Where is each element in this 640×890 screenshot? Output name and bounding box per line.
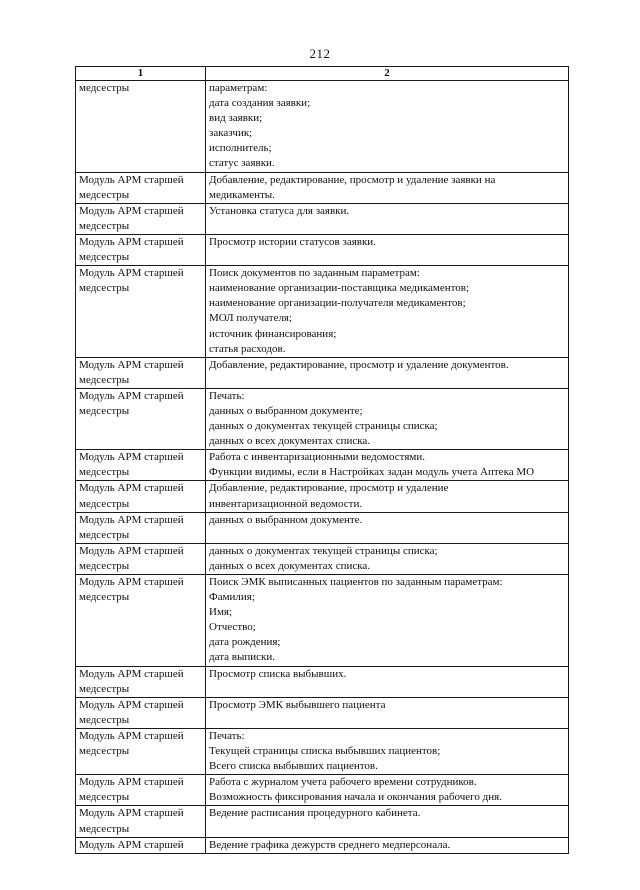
- function-line: Просмотр списка выбывших.: [209, 667, 347, 680]
- table-row: [76, 266, 569, 358]
- function-line: Отчество;: [209, 621, 256, 634]
- function-line: МОЛ получателя;: [209, 312, 293, 325]
- table-row: [76, 388, 569, 449]
- function-cell: [206, 357, 569, 388]
- function-line: дата выписки.: [209, 651, 275, 664]
- requirements-table: [75, 66, 569, 854]
- function-cell: [206, 837, 569, 853]
- function-cell: [206, 575, 569, 667]
- function-line: данных о выбранном документе.: [209, 513, 363, 526]
- function-line: наименование организации-получателя медикаментов;: [209, 297, 466, 310]
- table-row: [76, 450, 569, 481]
- function-line: медикаменты.: [209, 188, 275, 201]
- function-line: инвентаризационной ведомости.: [209, 497, 363, 510]
- module-cell: Модуль АРМ старшей медсестры: [76, 806, 206, 837]
- table-row: [76, 172, 569, 203]
- function-cell: [206, 666, 569, 697]
- function-cell: [206, 234, 569, 265]
- function-cell: [206, 775, 569, 806]
- function-line: Текущей страницы списка выбывших пациентов;: [209, 745, 441, 758]
- function-line: наименование организации-поставщика медикаментов;: [209, 282, 470, 295]
- function-cell: [206, 81, 569, 173]
- table-row: [76, 203, 569, 234]
- module-cell: Модуль АРМ старшей медсестры: [76, 512, 206, 543]
- table-row: [76, 575, 569, 667]
- table-row: [76, 697, 569, 728]
- function-line: Работа с инвентаризационными ведомостями.: [209, 451, 425, 464]
- function-line: Поиск ЭМК выписанных пациентов по заданным параметрам:: [209, 576, 503, 588]
- function-line: Фамилия;: [209, 591, 255, 604]
- function-line: Возможность фиксирования начала и окончания рабочего дня.: [209, 791, 502, 804]
- module-cell: Модуль АРМ старшей медсестры: [76, 357, 206, 388]
- module-cell: Модуль АРМ старшей медсестры: [76, 234, 206, 265]
- function-line: дата создания заявки;: [209, 97, 311, 110]
- module-cell: Модуль АРМ старшей медсестры: [76, 172, 206, 203]
- function-line: Ведение расписания процедурного кабинета.: [209, 807, 421, 820]
- table-row: [76, 234, 569, 265]
- function-cell: [206, 697, 569, 728]
- module-cell: Модуль АРМ старшей медсестры: [76, 388, 206, 449]
- column-header-2: 2: [206, 67, 569, 81]
- table-row: [76, 81, 569, 173]
- module-cell: Модуль АРМ старшей медсестры: [76, 728, 206, 774]
- module-cell: Модуль АРМ старшей медсестры: [76, 203, 206, 234]
- function-line: данных о выбранном документе;: [209, 404, 363, 417]
- module-cell: Модуль АРМ старшей медсестры: [76, 481, 206, 512]
- function-cell: [206, 543, 569, 574]
- function-cell: [206, 388, 569, 449]
- function-cell: [206, 203, 569, 234]
- function-line: статья расходов.: [209, 342, 286, 355]
- function-line: Функции видимы, если в Настройках задан модуль учета Аптека МО: [209, 466, 535, 479]
- module-cell: Модуль АРМ старшей медсестры: [76, 697, 206, 728]
- page-number: 212: [309, 46, 331, 61]
- table-row: [76, 666, 569, 697]
- function-line: Работа с журналом учета рабочего времени сотрудников.: [209, 776, 477, 789]
- function-cell: [206, 806, 569, 837]
- function-line: Ведение графика дежурств среднего медперсонала.: [209, 838, 451, 851]
- function-line: заказчик;: [209, 127, 253, 140]
- table-header-row: [76, 67, 569, 81]
- function-line: данных о всех документах списка.: [209, 435, 371, 448]
- function-line: данных о документах текущей страницы списка;: [209, 544, 438, 557]
- function-line: Печать:: [209, 389, 245, 402]
- module-cell: Модуль АРМ старшей медсестры: [76, 543, 206, 574]
- function-cell: [206, 172, 569, 203]
- column-header-1: 1: [76, 67, 206, 81]
- function-line: Всего списка выбывших пациентов.: [209, 760, 378, 773]
- module-cell: медсестры: [76, 81, 206, 173]
- table-row: [76, 512, 569, 543]
- module-cell: Модуль АРМ старшей медсестры: [76, 775, 206, 806]
- table-row: [76, 357, 569, 388]
- module-cell: Модуль АРМ старшей медсестры: [76, 666, 206, 697]
- function-line: статус заявки.: [209, 157, 275, 170]
- function-line: источник финансирования;: [209, 327, 337, 340]
- function-line: Имя;: [209, 606, 233, 619]
- table-row: [76, 728, 569, 774]
- function-cell: [206, 266, 569, 358]
- function-cell: [206, 481, 569, 512]
- function-line: Печать:: [209, 729, 245, 742]
- function-line: Добавление, редактирование, просмотр и удаление: [209, 482, 449, 495]
- function-line: исполнитель;: [209, 142, 272, 155]
- table-row: [76, 837, 569, 853]
- function-line: Добавление, редактирование, просмотр и удаление документов.: [209, 358, 509, 371]
- function-cell: [206, 512, 569, 543]
- table-row: [76, 775, 569, 806]
- table-row: [76, 543, 569, 574]
- table-row: [76, 481, 569, 512]
- module-cell: Модуль АРМ старшей: [76, 837, 206, 853]
- function-line: Поиск документов по заданным параметрам:: [209, 267, 420, 280]
- module-cell: Модуль АРМ старшей медсестры: [76, 266, 206, 358]
- function-line: Просмотр истории статусов заявки.: [209, 235, 376, 248]
- function-line: данных о всех документах списка.: [209, 559, 371, 572]
- function-line: Добавление, редактирование, просмотр и удаление заявки на: [209, 173, 496, 186]
- function-line: дата рождения;: [209, 636, 281, 649]
- table-body: [76, 81, 569, 854]
- function-line: данных о документах текущей страницы списка;: [209, 420, 438, 433]
- module-cell: Модуль АРМ старшей медсестры: [76, 575, 206, 667]
- function-cell: [206, 728, 569, 774]
- function-line: параметрам:: [209, 82, 268, 94]
- function-line: вид заявки;: [209, 112, 263, 125]
- module-cell: Модуль АРМ старшей медсестры: [76, 450, 206, 481]
- table-row: [76, 806, 569, 837]
- function-line: Просмотр ЭМК выбывшего пациента: [209, 698, 386, 711]
- function-line: Установка статуса для заявки.: [209, 204, 350, 217]
- function-cell: [206, 450, 569, 481]
